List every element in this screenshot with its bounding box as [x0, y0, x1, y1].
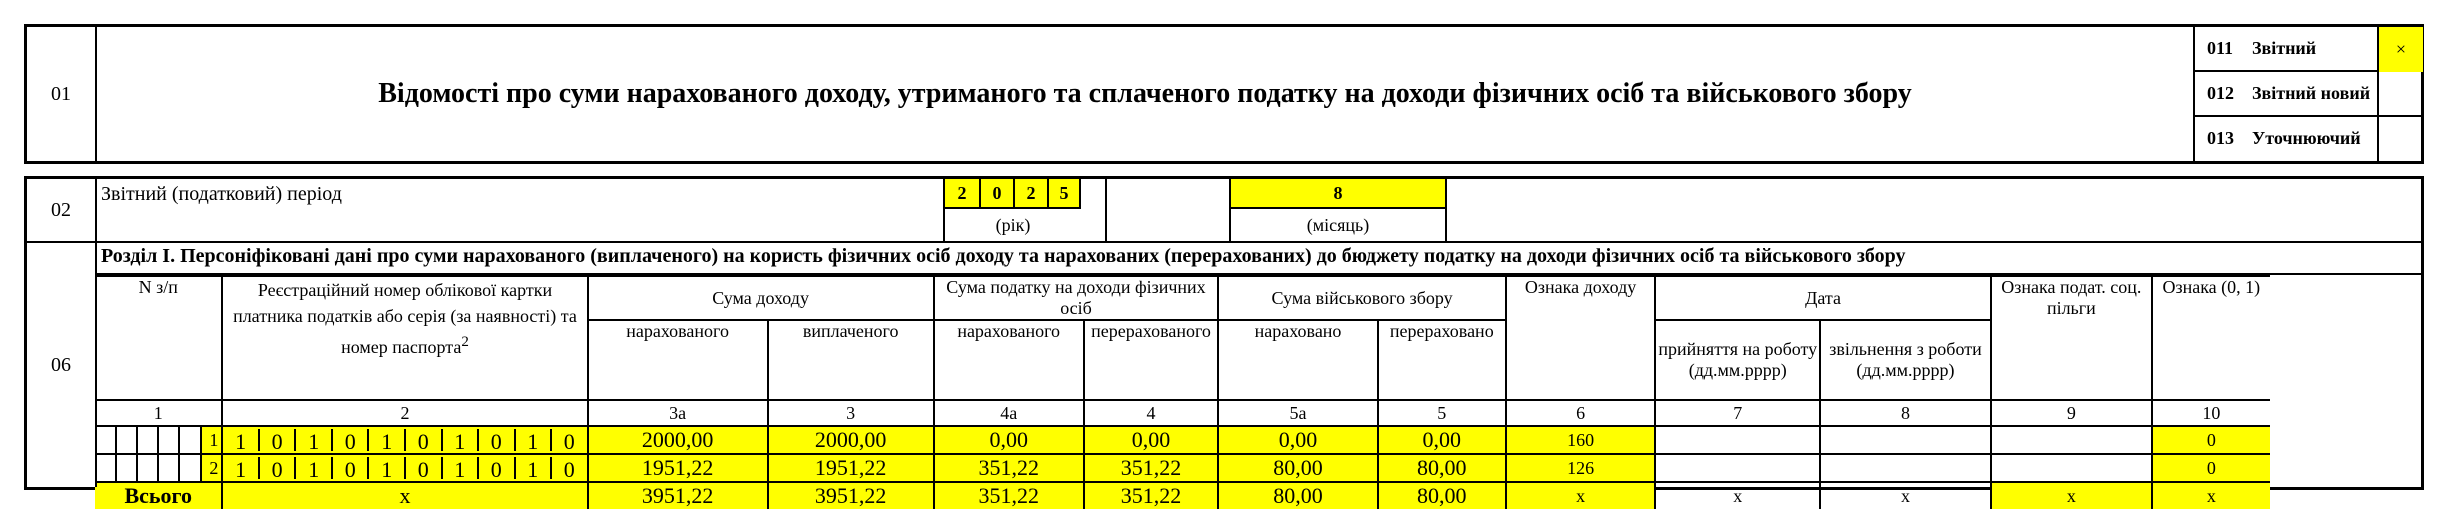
tax-transferred[interactable]: 0,00	[1084, 426, 1219, 454]
reg-digit: 0	[260, 457, 297, 479]
total-date-fire: х	[1820, 482, 1990, 509]
reg-digit: 0	[479, 457, 516, 479]
tax-transferred[interactable]: 351,22	[1084, 454, 1219, 482]
section-table	[95, 275, 2421, 509]
row-pad	[158, 454, 179, 482]
row-pad	[116, 426, 137, 454]
row-pad	[179, 426, 200, 454]
section-title: Розділ І. Персоніфіковані дані про суми нарахованого (виплаченого) на користь фізичних осіб доходу та нарахованих (перерахованих) до бюджету податку на доходи фізичних осіб та військового збору	[95, 243, 2421, 275]
main-block	[24, 176, 2424, 508]
col-numbers-row	[95, 400, 2421, 426]
row-code-06: 06	[51, 353, 71, 376]
reg-digit: 1	[296, 429, 333, 451]
reg-digit: 1	[516, 457, 553, 479]
date-fire[interactable]	[1820, 454, 1990, 482]
row-pad	[137, 454, 158, 482]
col-number: 4а	[934, 400, 1084, 426]
income-accrued[interactable]: 1951,22	[588, 454, 768, 482]
col-number: 6	[1506, 400, 1655, 426]
period-spacer	[1105, 179, 1229, 241]
col-header-tax-transferred: перерахованого	[1084, 320, 1219, 400]
reg-digit: 0	[333, 457, 370, 479]
month-value[interactable]: 8	[1231, 179, 1445, 209]
total-mil-transferred: 80,00	[1378, 482, 1506, 509]
report-type-012-code: 012	[2207, 83, 2234, 103]
reg-digit: 0	[406, 429, 443, 451]
col-number: 3а	[588, 400, 768, 426]
col-number: 10	[2152, 400, 2270, 426]
row-code-02: 02	[27, 179, 95, 243]
income-sign[interactable]: 160	[1506, 426, 1655, 454]
col-header-mil-accrued: нараховано	[1218, 320, 1377, 400]
header-block	[24, 24, 2424, 164]
year-digit[interactable]: 2	[1013, 179, 1047, 209]
year-digit[interactable]: 2	[945, 179, 979, 209]
month-caption: (місяць)	[1306, 214, 1370, 235]
row-pad	[158, 426, 179, 454]
income-accrued[interactable]: 2000,00	[588, 426, 768, 454]
col-number: 1	[95, 400, 222, 426]
reg-digit: 0	[333, 429, 370, 451]
report-type-011	[2195, 27, 2423, 72]
col-header-income-sign: Ознака доходу	[1506, 276, 1655, 400]
mil-accrued[interactable]: 80,00	[1218, 454, 1377, 482]
table-row	[95, 426, 2421, 454]
section-left-divider	[95, 243, 97, 487]
year-digit[interactable]: 0	[979, 179, 1013, 209]
form-title: Відомості про суми нарахованого доходу, утриманого та сплаченого податку на доходи фізичних осіб та військового збору	[95, 27, 2193, 161]
col-number: 4	[1084, 400, 1219, 426]
reg-number[interactable]	[222, 454, 587, 482]
reg-digit: 0	[260, 429, 297, 451]
report-type-011-label: Звітний	[2252, 38, 2317, 58]
period-label: Звітний (податковий) період	[101, 183, 342, 205]
total-income-sign: х	[1506, 482, 1655, 509]
total-tax-benefit: х	[1991, 482, 2152, 509]
reg-digit: 1	[369, 429, 406, 451]
reg-digit: 1	[296, 457, 333, 479]
reg-digit: 0	[563, 457, 575, 482]
col-number: 7	[1655, 400, 1820, 426]
col-header-reg	[222, 276, 587, 400]
mil-accrued[interactable]: 0,00	[1218, 426, 1377, 454]
col-header-reg-sup: 2	[461, 334, 469, 350]
reg-digit: 1	[223, 429, 260, 451]
period-row	[95, 179, 2421, 243]
report-type-011-checkbox[interactable]: ×	[2377, 27, 2423, 72]
col-number: 9	[1991, 400, 2152, 426]
row-number[interactable]: 2	[201, 454, 223, 482]
row-pad	[95, 454, 116, 482]
col-header-tax: Сума податку на доходи фізичних осіб	[934, 276, 1219, 320]
date-hire[interactable]	[1655, 426, 1820, 454]
col-header-date-fire: звільнення з роботи (дд.мм.рррр)	[1820, 320, 1990, 400]
col-header-mil-transferred: перераховано	[1378, 320, 1506, 400]
col-header-reg-text: Реєстраційний номер облікової картки платника податків або серія (за наявності) та номер паспорта	[233, 280, 577, 357]
report-type-011-code: 011	[2207, 38, 2234, 58]
report-type-012-checkbox[interactable]	[2377, 72, 2423, 117]
year-caption: (рік)	[995, 214, 1031, 235]
col-number: 2	[222, 400, 587, 426]
report-type-012	[2195, 72, 2423, 117]
col-header-income: Сума доходу	[588, 276, 934, 320]
reg-digit: 0	[479, 429, 516, 451]
total-income-accrued: 3951,22	[588, 482, 768, 509]
reg-digit: 1	[369, 457, 406, 479]
table-row	[95, 454, 2421, 482]
report-type-013	[2195, 117, 2423, 161]
date-hire[interactable]	[1655, 454, 1820, 482]
col-header-income-accrued: нарахованого	[588, 320, 768, 400]
row-pad	[116, 454, 137, 482]
reg-number[interactable]	[222, 426, 587, 454]
reg-digit: 1	[516, 429, 553, 451]
col-number: 3	[768, 400, 934, 426]
reg-digit: 1	[443, 429, 480, 451]
sign-flag[interactable]: 0	[2152, 426, 2270, 454]
reg-digit: 0	[406, 457, 443, 479]
col-header-sign: Ознака (0, 1)	[2152, 276, 2270, 400]
total-tax-accrued: 351,22	[934, 482, 1084, 509]
date-fire[interactable]	[1820, 426, 1990, 454]
tax-accrued[interactable]: 351,22	[934, 454, 1084, 482]
col-header-income-paid: виплаченого	[768, 320, 934, 400]
col-header-tax-benefit: Ознака подат. соц. пільги	[1991, 276, 2152, 400]
tax-benefit[interactable]	[1991, 454, 2152, 482]
reg-digit: 1	[443, 457, 480, 479]
mil-transferred[interactable]: 0,00	[1378, 426, 1506, 454]
total-income-paid: 3951,22	[768, 482, 934, 509]
report-type-012-label: Звітний новий	[2252, 83, 2371, 103]
total-row	[95, 482, 2421, 509]
total-sign: х	[2152, 482, 2270, 509]
reg-digit: 1	[223, 457, 260, 479]
year-field	[943, 179, 1079, 241]
row-pad	[95, 426, 116, 454]
total-tax-transferred: 351,22	[1084, 482, 1219, 509]
report-type-013-code: 013	[2207, 128, 2234, 148]
total-label: Всього	[95, 482, 222, 509]
col-header-date: Дата	[1655, 276, 1990, 320]
income-paid[interactable]: 2000,00	[768, 426, 934, 454]
col-number: 8	[1820, 400, 1990, 426]
col-header-n: N з/п	[95, 276, 222, 400]
tax-benefit[interactable]	[1991, 426, 2152, 454]
report-type-panel	[2193, 27, 2421, 161]
total-date-hire: х	[1655, 482, 1820, 509]
col-header-date-hire: прийняття на роботу (дд.мм.рррр)	[1655, 320, 1820, 400]
row-pad	[137, 426, 158, 454]
col-number: 5	[1378, 400, 1506, 426]
income-paid[interactable]: 1951,22	[768, 454, 934, 482]
row-code-01: 01	[51, 82, 71, 105]
tax-accrued[interactable]: 0,00	[934, 426, 1084, 454]
total-reg: х	[222, 482, 587, 509]
col-header-mil: Сума військового збору	[1218, 276, 1506, 320]
reg-digit: 0	[563, 429, 575, 454]
row-number[interactable]: 1	[201, 426, 223, 454]
mil-transferred[interactable]: 80,00	[1378, 454, 1506, 482]
month-field	[1229, 179, 1447, 241]
report-type-013-checkbox[interactable]	[2377, 117, 2423, 161]
col-header-tax-accrued: нарахованого	[934, 320, 1084, 400]
report-type-013-label: Уточнюючий	[2252, 128, 2361, 148]
income-sign[interactable]: 126	[1506, 454, 1655, 482]
year-digit[interactable]: 5	[1047, 179, 1081, 209]
sign-flag[interactable]: 0	[2152, 454, 2270, 482]
total-mil-accrued: 80,00	[1218, 482, 1377, 509]
col-number: 5а	[1218, 400, 1377, 426]
row-pad	[179, 454, 200, 482]
